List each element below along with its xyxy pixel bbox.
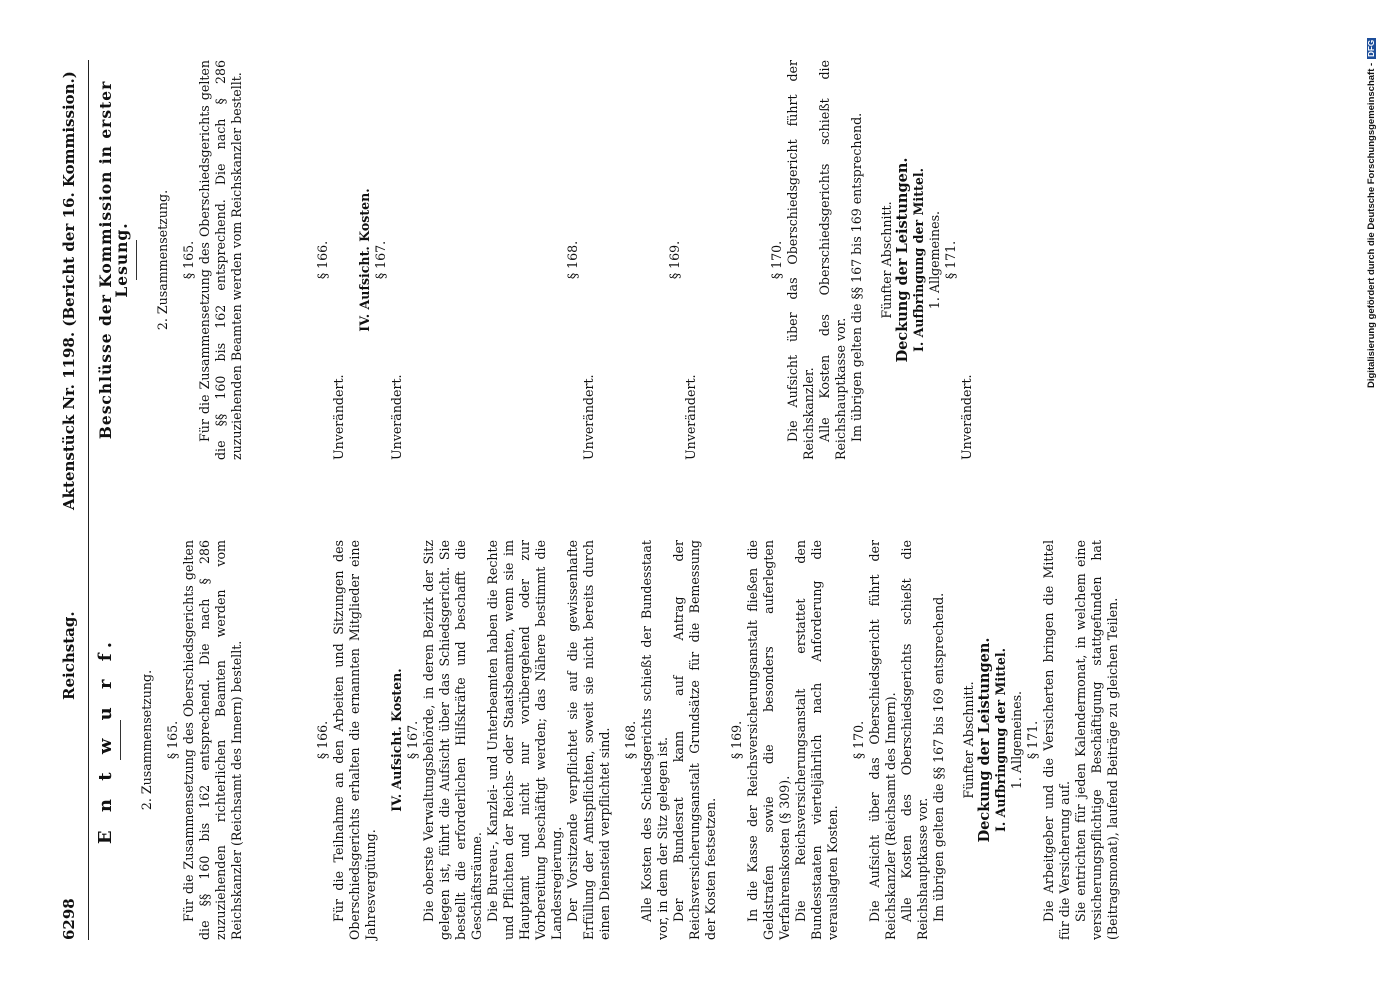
draft-column	[92, 540, 1121, 940]
credit-text: Digitalisierung gefördert durch die Deutsche Forschungsgemeinschaft -	[1366, 62, 1377, 388]
text-171b: Sie entrichten für jeden Kalendermonat, in welchem eine versicherungspflichtige Beschäftigung stattgefunden hat (Beitragsmonat), laufend Beiträge zu gleichen Teilen.	[1073, 540, 1120, 940]
section-170: § 170.	[769, 240, 784, 280]
text-170c: Im übrigen gelten die §§ 167 bis 169 entsprechend.	[849, 112, 864, 442]
text-169a: In die Kasse der Reichsversicherungsanstalt fließen die Geldstrafen sowie die besonders auferlegten Verfahrenskosten (§ 309).	[745, 540, 792, 940]
unchanged-166: Unverändert.	[331, 374, 346, 460]
heading-allgemeines: 1. Allgemeines.	[1009, 690, 1024, 790]
text-171a: Die Arbeitgeber und die Versicherten bringen die Mittel für die Versicherung auf.	[1041, 540, 1072, 940]
unchanged-168: Unverändert.	[581, 374, 596, 460]
section-168: § 168.	[565, 240, 580, 280]
subsection-heading: 2. Zusammensetzung.	[155, 189, 170, 331]
section-167: § 167.	[405, 720, 420, 760]
page-header	[54, 60, 88, 940]
text-170c: Im übrigen gelten die §§ 167 bis 169 entsprechend.	[931, 592, 946, 922]
heading-deckung: Deckung der Leistungen.	[976, 637, 993, 843]
heading-aufsicht: IV. Aufsicht. Kosten.	[357, 188, 372, 332]
resolutions-title: Beschlüsse der Kommission in erster Lesung.	[96, 80, 131, 440]
parliament-label: Reichstag.	[60, 611, 78, 700]
text-168a: Alle Kosten des Schiedsgerichts schießt der Bundesstaat vor, in dem der Sitz gelegen ist.	[639, 540, 670, 940]
text-170a: Die Aufsicht über das Oberschiedsgericht führt der Reichskanzler (Reichsamt des Innern).	[867, 540, 898, 940]
text-167c: Der Vorsitzende verpflichtet sie auf die gewissenhafte Erfüllung der Amtspflichten, soweit sie nicht bereits durch einen Diensteid verpflichtet sind.	[565, 540, 612, 940]
section-171: § 171.	[943, 240, 958, 280]
section-169: § 169.	[729, 720, 744, 760]
section-166: § 166.	[315, 720, 330, 760]
section-170: § 170.	[851, 720, 866, 760]
page-number: 6298	[60, 898, 78, 940]
heading-aufbringung: I. Aufbringung der Mittel.	[911, 167, 926, 353]
section-165: § 165.	[165, 720, 180, 760]
section-166: § 166.	[315, 240, 330, 280]
text-167a: Die oberste Verwaltungsbehörde, in deren Bezirk der Sitz gelegen ist, führt die Aufsicht über das Schiedsgericht. Sie bestellt die erforderlichen Hilfskräfte und beschafft die Geschäftsräume.	[421, 540, 484, 940]
heading-aufbringung: I. Aufbringung der Mittel.	[993, 647, 1008, 833]
text-166: Für die Teilnahme an den Arbeiten und Sitzungen des Oberschiedsgerichts erhalten die ernannten Mitglieder eine Jahresvergütung.	[331, 540, 378, 940]
text-170a: Die Aufsicht über das Oberschiedsgericht führt der Reichskanzler.	[785, 60, 816, 460]
title-rule	[120, 720, 121, 760]
text-170b: Alle Kosten des Oberschiedsgerichts schießt die Reichshauptkasse vor.	[899, 540, 930, 940]
digitization-credit	[1366, 8, 1380, 388]
text-170b: Alle Kosten des Oberschiedsgerichts schießt die Reichshauptkasse vor.	[817, 60, 848, 460]
heading-deckung: Deckung der Leistungen.	[894, 157, 911, 363]
unchanged-171: Unverändert.	[959, 374, 974, 460]
text-168b: Der Bundesrat kann auf Antrag der Reichsversicherungsanstalt Grundsätze für die Bemessung der Kosten festsetzen.	[671, 540, 718, 940]
text-169b: Die Reichsversicherungsanstalt erstattet den Bundesstaaten vierteljährlich nach Anforderung die verauslagten Kosten.	[793, 540, 840, 940]
document-title: Aktenstück Nr. 1198. (Bericht der 16. Kommission.)	[60, 71, 78, 510]
section-171: § 171.	[1025, 720, 1040, 760]
unchanged-169: Unverändert.	[683, 374, 698, 460]
heading-fuenfter: Fünfter Abschnitt.	[879, 201, 894, 319]
heading-aufsicht: IV. Aufsicht. Kosten.	[389, 668, 404, 812]
section-168: § 168.	[623, 720, 638, 760]
title-rule	[136, 240, 137, 280]
unchanged-167: Unverändert.	[389, 374, 404, 460]
dfg-logo: DFG	[1367, 39, 1376, 57]
subsection-heading: 2. Zusammensetzung.	[139, 669, 154, 811]
resolutions-column	[92, 60, 975, 460]
text-167b: Die Bureau-, Kanzlei- und Unterbeamten haben die Rechte und Pflichten der Reichs- oder Staatsbeamten, wenn sie im Hauptamt und nicht nur vorübergehend oder zur Vorbereitung beschäftigt werden; das Nähere bestimmt die Landesregierung.	[485, 540, 564, 940]
text-165: Für die Zusammensetzung des Oberschiedsgerichts gelten die §§ 160 bis 162 entsprechend. Die nach § 286 zuzuziehenden richterlichen Beamten werden vom Reichskanzler (Reichsamt des Innern) bestellt.	[181, 540, 244, 940]
section-165: § 165.	[181, 240, 196, 280]
section-167: § 167.	[373, 240, 388, 280]
heading-allgemeines: 1. Allgemeines.	[927, 210, 942, 310]
header-divider	[88, 60, 89, 940]
heading-fuenfter: Fünfter Abschnitt.	[961, 681, 976, 799]
section-169: § 169.	[667, 240, 682, 280]
text-165: Für die Zusammensetzung des Oberschiedsgerichts gelten die §§ 160 bis 162 entsprechend. Die nach § 286 zuzuziehenden Beamten werden vom Reichskanzler bestellt.	[197, 60, 244, 460]
draft-title: E n t w u r f.	[95, 635, 116, 845]
